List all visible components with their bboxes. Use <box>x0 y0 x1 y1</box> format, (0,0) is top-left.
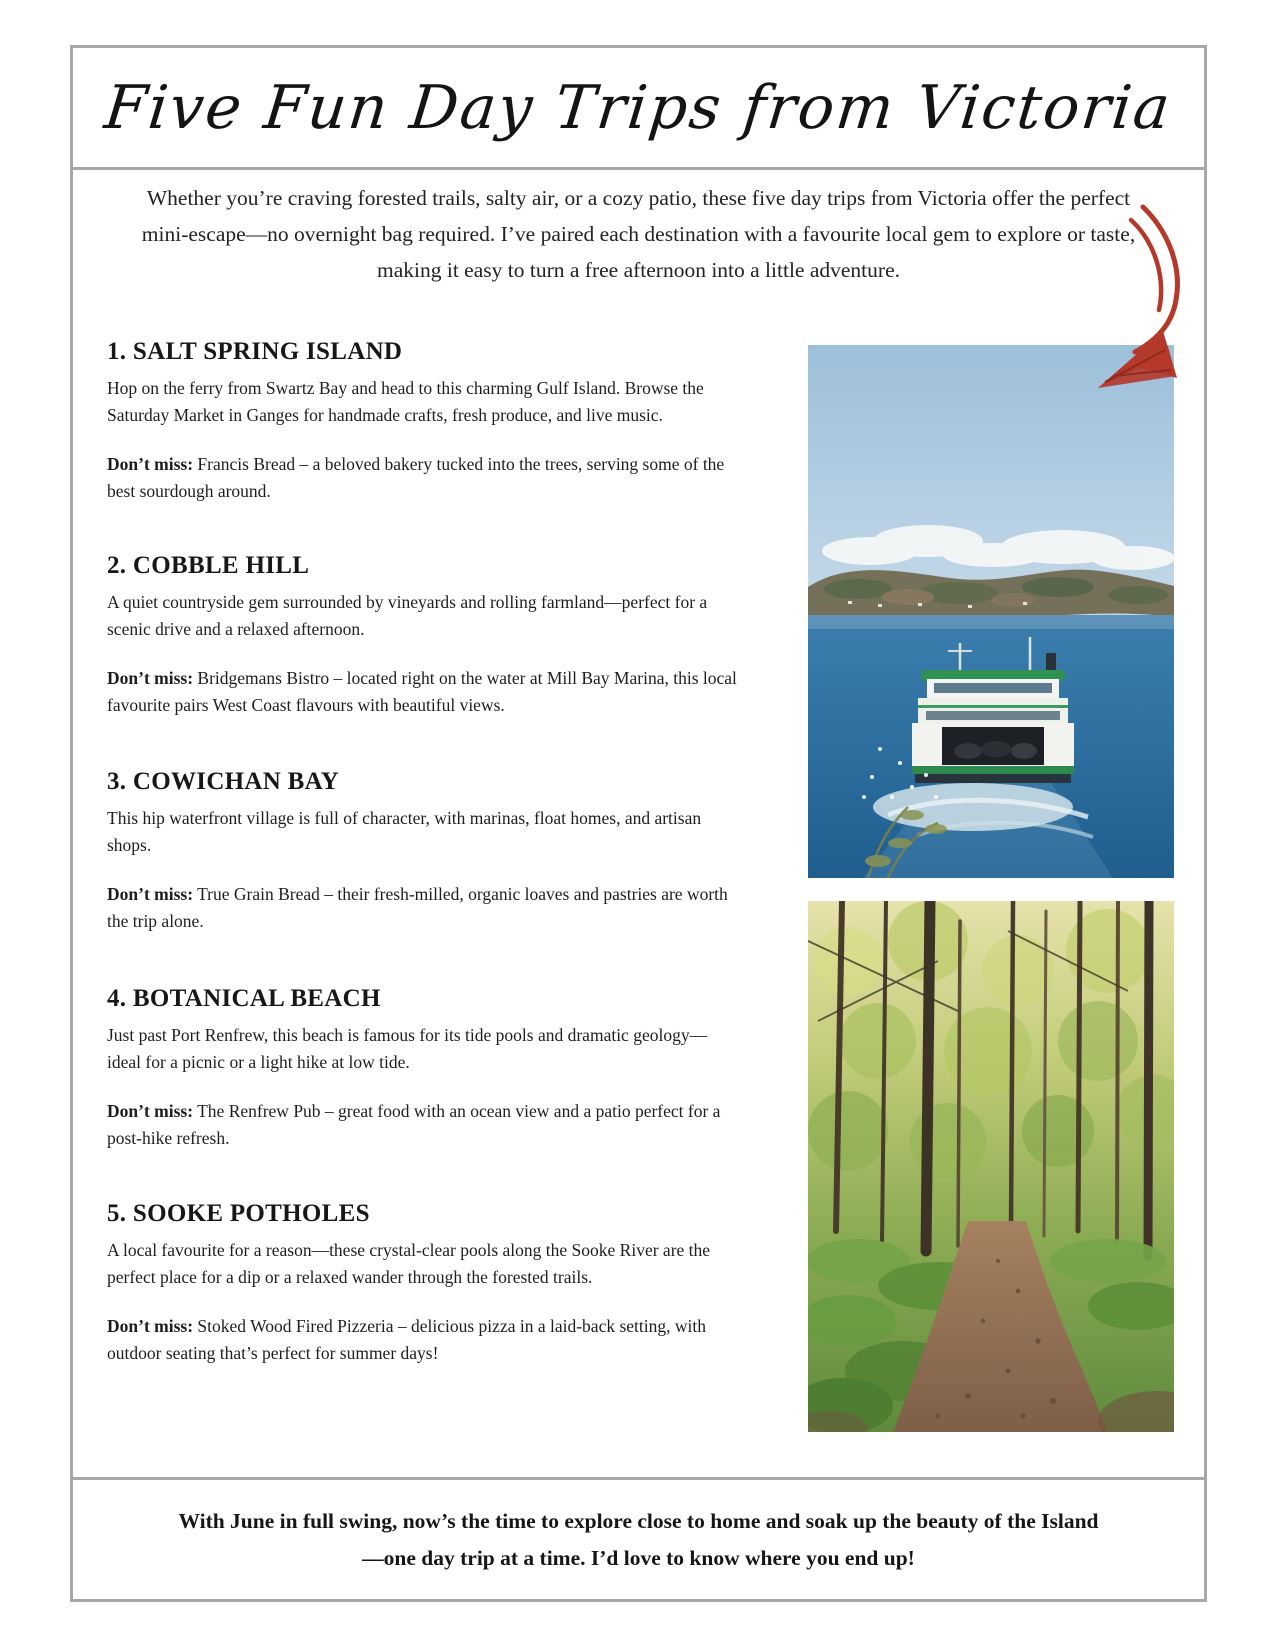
dont-miss-note <box>107 1098 741 1152</box>
page-title: Five Fun Day Trips from Victoria <box>101 72 1176 143</box>
ferry-photo <box>808 345 1174 878</box>
section-heading: 3. COWICHAN BAY <box>107 768 340 795</box>
arrow-svg <box>1073 198 1203 403</box>
section-cobble-hill <box>107 551 741 719</box>
hand-drawn-arrow-icon <box>1073 198 1203 403</box>
dont-miss-text: Bridgemans Bistro – located right on the water at Mill Bay Marina, this local favourite pairs West Coast flavours with beautiful views. <box>107 668 737 715</box>
forest-photo-illustration <box>808 901 1174 1432</box>
section-heading: 1. SALT SPRING ISLAND <box>107 338 403 365</box>
dont-miss-note <box>107 881 741 935</box>
dont-miss-text: Stoked Wood Fired Pizzeria – delicious pizza in a laid-back setting, with outdoor seating that’s perfect for summer days! <box>107 1316 706 1363</box>
section-cowichan-bay <box>107 767 741 935</box>
section-botanical-beach <box>107 984 741 1152</box>
section-body: Just past Port Renfrew, this beach is famous for its tide pools and dramatic geology—ideal for a picnic or a light hike at low tide. <box>107 1025 708 1072</box>
section-salt-spring-island <box>107 337 741 505</box>
footer-note <box>73 1477 1204 1599</box>
intro-text: Whether you’re craving forested trails, salty air, or a cozy patio, these five day trips from Victoria offer the perfect mini-escape—no overnight bag required. I’ve paired each destination with a favourite local gem to explore or taste, making it easy to turn a free afternoon into a little adventure. <box>141 186 1136 282</box>
dont-miss-label: Don’t miss: <box>107 668 194 688</box>
ferry-photo-illustration <box>808 345 1174 878</box>
dont-miss-text: The Renfrew Pub – great food with an ocean view and a patio perfect for a post-hike refresh. <box>107 1101 721 1148</box>
page-frame <box>70 45 1207 1602</box>
section-body: This hip waterfront village is full of character, with marinas, float homes, and artisan shops. <box>107 808 702 855</box>
section-body: Hop on the ferry from Swartz Bay and head to this charming Gulf Island. Browse the Saturday Market in Ganges for handmade crafts, fresh produce, and live music. <box>107 378 704 425</box>
section-heading: 4. BOTANICAL BEACH <box>107 985 381 1012</box>
section-heading: 2. COBBLE HILL <box>107 552 310 579</box>
section-sooke-potholes <box>107 1199 741 1367</box>
dont-miss-text: True Grain Bread – their fresh-milled, organic loaves and pastries are worth the trip alone. <box>107 884 728 931</box>
dont-miss-label: Don’t miss: <box>107 454 194 474</box>
dont-miss-note <box>107 665 741 719</box>
dont-miss-note <box>107 1313 741 1367</box>
section-body: A quiet countryside gem surrounded by vineyards and rolling farmland—perfect for a scenic drive and a relaxed afternoon. <box>107 592 708 639</box>
dont-miss-text: Francis Bread – a beloved bakery tucked into the trees, serving some of the best sourdough around. <box>107 454 725 501</box>
section-body: A local favourite for a reason—these crystal-clear pools along the Sooke River are the perfect place for a dip or a relaxed wander through the forested trails. <box>107 1240 711 1287</box>
footer-line-1: With June in full swing, now’s the time to explore close to home and soak up the beauty of the Island <box>178 1508 1099 1533</box>
dont-miss-label: Don’t miss: <box>107 1101 194 1121</box>
page-header <box>73 48 1204 170</box>
dont-miss-label: Don’t miss: <box>107 884 194 904</box>
dont-miss-note <box>107 451 741 505</box>
section-heading: 5. SOOKE POTHOLES <box>107 1200 370 1227</box>
dont-miss-label: Don’t miss: <box>107 1316 194 1336</box>
footer-line-2: —one day trip at a time. I’d love to know where you end up! <box>362 1545 915 1570</box>
forest-trail-photo <box>808 901 1174 1432</box>
